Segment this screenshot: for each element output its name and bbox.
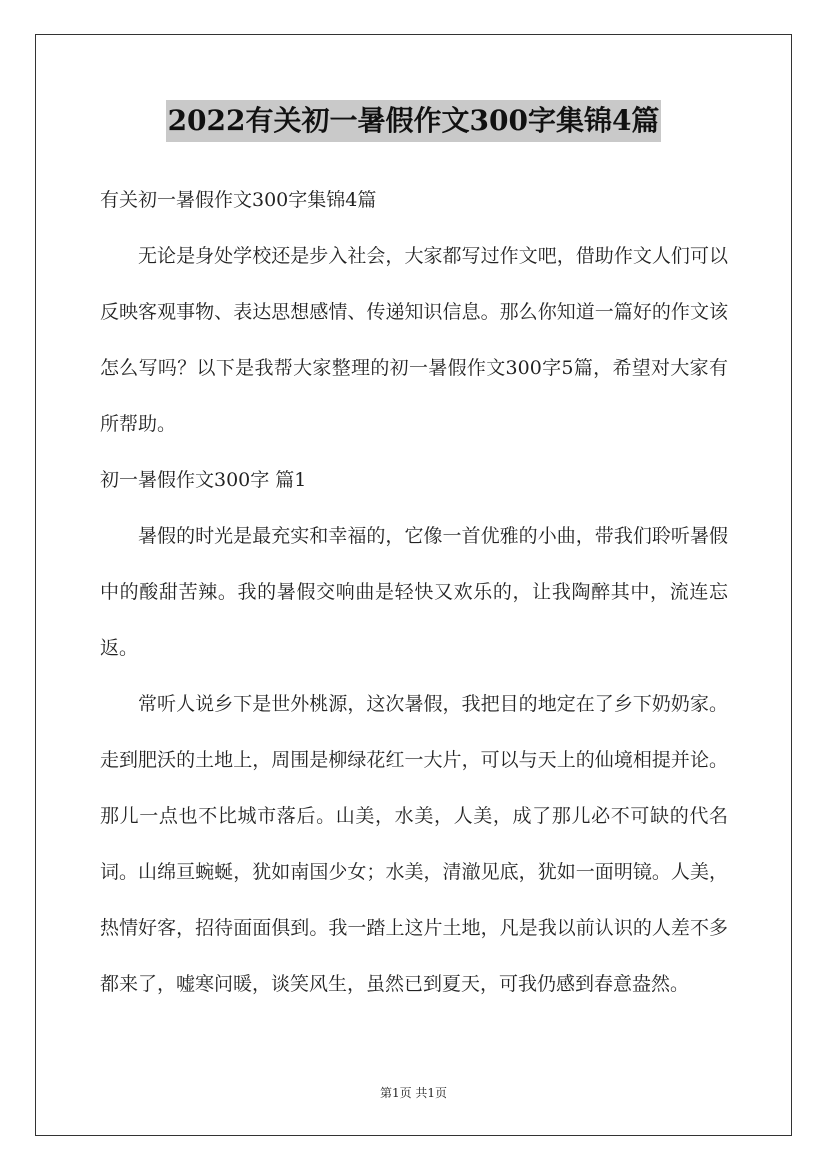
paragraph-2: 常听人说乡下是世外桃源，这次暑假，我把目的地定在了乡下奶奶家。走到肥沃的土地上，周围是柳绿花红一大片，可以与天上的仙境相提并论。那儿一点也不比城市落后。山美，水美，人美，成了那儿必不可缺的代名词。山绵亘蜿蜒，犹如南国少女；水美，清澈见底，犹如一面明镜。人美，热情好客，招待面面俱到。我一踏上这片土地，凡是我以前认识的人差不多都来了，嘘寒问暖，谈笑风生，虽然已到夏天，可我仍感到春意盎然。: [100, 693, 728, 995]
section-heading: 初一暑假作文300字 篇1: [100, 469, 307, 491]
document-subtitle: 有关初一暑假作文300字集锦4篇: [100, 189, 377, 211]
paragraph-1: 暑假的时光是最充实和幸福的，它像一首优雅的小曲，带我们聆听暑假中的酸甜苦辣。我的暑假交响曲是轻快又欢乐的，让我陶醉其中，流连忘返。: [100, 525, 728, 659]
title-wrap: [0, 100, 827, 142]
document-title: 2022有关初一暑假作文300字集锦4篇: [166, 100, 662, 142]
intro-paragraph: 无论是身处学校还是步入社会，大家都写过作文吧，借助作文人们可以反映客观事物、表达思想感情、传递知识信息。那么你知道一篇好的作文该怎么写吗？以下是我帮大家整理的初一暑假作文300字5篇，希望对大家有所帮助。: [100, 245, 728, 435]
document-body: [100, 172, 728, 1012]
page-footer: 第1页 共1页: [379, 1086, 448, 1100]
